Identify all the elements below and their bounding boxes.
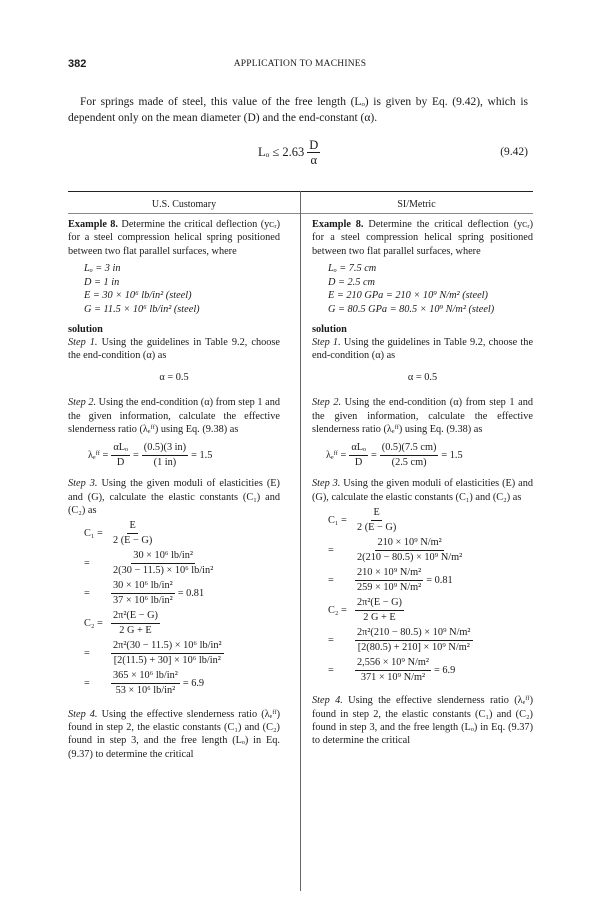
us-c2-result: = 6.9 [182,677,205,689]
si-c2-row3: = $\frac{\text{2,556 × 10⁹ N/m²}}{\text{371 × 10⁹ N/m²}}$ = 6.9 [328,656,456,683]
us-c1-lhs: C₁ = [84,527,103,539]
us-c1-f2-num: 30 × 10⁶ lb/in² [131,550,195,564]
si-step4-label: Step 4. [312,695,343,707]
si-c1-f2-den: 2(210 − 80.5) × 10⁹ N/m² [357,551,463,563]
us-example-statement [68,218,280,258]
us-c1-result: = 0.81 [177,587,205,599]
us-c2-row3: = $\frac{\text{365 × 10⁶ lb/in²}}{\text{53 × 10⁶ lb/in²}}$ = 6.9 [84,670,205,697]
si-given-item: G = 80.5 GPa = 80.5 × 10⁹ N/m² (steel) [328,304,495,315]
si-step2 [312,396,533,436]
us-step1-text: Using the guidelines in Table 9.2, choose the end-condition (α) as [68,337,280,362]
us-lambda-frac1 [111,442,130,469]
us-step4-label: Step 4. [68,708,98,720]
us-step2 [68,396,280,436]
intro-paragraph: For springs made of steel, this value of the free length (Lₒ) is given by Eq. (9.42), which is dependent only on the mean diameter (D) and the end-constant (α). [68,96,528,124]
us-lambda-equation: λₑᶠᶠ = $\frac{\text{αLₒ}}{D}$ = $\frac{(0.5)(3 in)}{(1 in)}$ = 1.5 [88,442,213,469]
equation-denominator: α [310,152,318,167]
equation-numerator: D [309,137,319,152]
us-given-list [84,262,280,316]
si-c2-result: = 6.9 [433,664,456,676]
us-example-text: Determine the critical deflection (yᴄᵣ) for a steel compression helical spring positioned between two flat parallel surfaces, where [68,219,281,257]
us-lambda-frac2 [142,442,188,469]
us-lambda-result: = 1.5 [191,450,213,462]
us-step2-label: Step 2. [68,397,97,409]
si-step1-text: Using the guidelines in Table 9.2, choose the end-condition (α) as [312,337,534,362]
si-step2-text: Using the end-condition (α) from step 1 and the given information, calculate the effective slenderness ratio (λₑᶠᶠ) using Eq. (9.38) as [312,397,533,436]
equation-lhs: Lₒ ≤ 2.63 [258,144,305,159]
page-number: 382 [68,58,87,70]
us-c1-f2-den: 2(30 − 11.5) × 10⁶ lb/in² [113,565,214,577]
us-step2-text: Using the end-condition (α) from step 1 and the given information, calculate the effective slenderness ratio (λₑᶠᶠ) using Eq. (9.38) as [68,397,280,436]
us-step1-label: Step 1. [68,337,98,348]
equation-number: (9.42) [500,146,528,158]
us-c2-f1-den: 2 G + E [119,625,152,637]
us-c1-f3-num: 30 × 10⁶ lb/in² [111,580,175,594]
us-c2-f2-num: 2π²(30 − 11.5) × 10⁶ lb/in² [111,640,224,654]
si-lambda-result: = 1.5 [441,450,463,462]
equation-9-42 [0,134,600,170]
si-lambda-frac1-num: αLₒ [349,442,368,456]
us-c1-f1-den: 2 (E − G) [113,535,153,547]
us-c2-row2: = $\frac{\text{2π²(30 − 11.5) × 10⁶ lb/in²}}{\text{[2(11.5) + 30] × 10⁶ lb/in²}}$ [84,640,222,667]
us-step4 [68,708,280,762]
si-lambda-frac2-den: (2.5 cm) [391,457,427,469]
si-solution-label: solution [312,323,347,335]
si-column [312,218,533,748]
si-c2-f2-den: [2(80.5) + 210] × 10⁹ N/m² [357,641,470,653]
si-constants-equations [328,506,533,684]
si-lambda-frac1 [349,442,368,469]
us-example-title: Example 8. [68,219,119,230]
us-c1-f3-den: 37 × 10⁶ lb/in² [113,595,173,607]
si-c1-f2-num: 210 × 10⁹ N/m² [375,537,443,551]
si-c2-lhs: C₂ = [328,604,347,616]
si-c1-row2: = $\frac{\text{210 × 10⁹ N/m²}}{\text{2(210 − 80.5) × 10⁹ N/m²}}$ [328,536,463,563]
si-c2-f3-num: 2,556 × 10⁹ N/m² [355,657,431,671]
us-alpha-value: α = 0.5 [159,371,189,383]
us-c2-row1 [84,610,280,638]
us-column-heading: U.S. Customary [151,199,217,210]
si-example-text: Determine the critical deflection (yᴄᵣ) for a steel compression helical spring positioned between two flat parallel surfaces, where [312,219,534,257]
us-given-item: E = 30 × 10⁶ lb/in² (steel) [84,290,192,302]
us-lambda-frac1-den: D [116,457,125,469]
us-lambda-frac2-den: (1 in) [153,457,177,469]
si-step4 [312,694,533,748]
us-c1-f1-num: E [127,520,137,534]
si-lambda-frac2-num: (0.5)(7.5 cm) [380,442,439,456]
si-c2-f1-num: 2π²(E − G) [355,597,404,611]
si-step4-text: Using the effective slenderness ratio (λₑᶠᶠ) found in step 2, the elastic constants (C₁) and (C₂) found in step 3, and the free length (Lₒ) in Eq. (9.37) to determine the critical [312,695,534,747]
si-lambda-lhs: λₑᶠᶠ = [326,450,347,462]
si-c2-f1-den: 2 G + E [363,611,396,623]
us-step3-label: Step 3. [68,478,98,490]
si-step3-text: Using the given moduli of elasticities (E) and (G), calculate the elastic constants (C₁) and (C₂) as [312,478,533,503]
si-lambda-equation: λₑᶠᶠ = $\frac{\text{αLₒ}}{D}$ = $\frac{(0.5)(7.5 cm)}{(2.5 cm)}$ = 1.5 [326,442,463,469]
us-given-item: D = 1 in [84,276,120,288]
us-given-item: Lₒ = 3 in [84,263,121,275]
equation-fraction [307,139,320,166]
si-given-item: E = 210 GPa = 210 × 10⁹ N/m² (steel) [328,290,488,302]
si-given-list [328,262,533,316]
page-header [0,58,600,74]
us-c1-row3: = $\frac{\text{30 × 10⁶ lb/in²}}{\text{37 × 10⁶ lb/in²}}$ = 0.81 [84,580,205,607]
si-given-item: D = 2.5 cm [328,276,375,288]
si-lambda-frac1-den: D [354,457,363,469]
si-example-title: Example 8. [312,219,364,230]
us-c2-f3-den: 53 × 10⁶ lb/in² [115,685,176,697]
si-step1 [312,336,533,363]
us-c1-row2: = $\frac{\text{30 × 10⁶ lb/in²}}{\text{2(30 − 11.5) × 10⁶ lb/in²}}$ [84,550,214,577]
us-step1 [68,336,280,363]
us-lambda-frac1-num: αLₒ [111,442,130,456]
us-c2-f1-num: 2π²(E − G) [111,610,160,624]
si-c2-row2: = $\frac{\text{2π²(210 − 80.5) × 10⁹ N/m²}}{\text{[2(80.5) + 210] × 10⁹ N/m²}}$ [328,626,471,653]
us-step4-text: Using the effective slenderness ratio (λₑᶠᶠ) found in step 2, the elastic constants (C₁) and (C₂) found in step 3, and the free length (Lₒ) in Eq. (9.37) to determine the critical [68,708,280,760]
us-given-item: G = 11.5 × 10⁶ lb/in² (steel) [84,304,200,315]
si-c1-row3: = $\frac{\text{210 × 10⁹ N/m²}}{\text{259 × 10⁹ N/m²}}$ = 0.81 [328,566,453,593]
si-lambda-frac2 [380,442,439,469]
si-step3-label: Step 3. [312,478,341,490]
si-example-statement [312,218,533,258]
si-c1-f1-den: 2 (E − G) [357,521,397,533]
us-c2-f2-den: [2(11.5) + 30] × 10⁶ lb/in² [113,655,221,667]
si-step3 [312,477,533,504]
si-given-item: Lₒ = 7.5 cm [328,263,377,275]
us-lambda-frac2-num: (0.5)(3 in) [142,442,188,456]
si-c2-f2-num: 2π²(210 − 80.5) × 10⁹ N/m² [355,627,473,641]
us-lambda-lhs: λₑᶠᶠ = [88,450,109,462]
us-constants-equations [84,520,280,698]
us-c2-f3-num: 365 × 10⁶ lb/in² [111,670,180,684]
us-solution-label: solution [68,323,103,335]
si-c1-lhs: C₁ = [328,514,347,526]
si-step1-label: Step 1. [312,337,341,348]
si-c2-row1 [328,596,533,624]
us-column [68,218,280,761]
si-c1-f3-num: 210 × 10⁹ N/m² [355,567,423,581]
us-c2-lhs: C₂ = [84,617,103,629]
si-c2-f3-den: 371 × 10⁹ N/m² [360,671,426,683]
us-step3-text: Using the given moduli of elasticities (E) and (G), calculate the elastic constants (C₁) and (C₂) as [68,478,280,517]
si-c1-row1 [328,506,533,534]
si-c1-result: = 0.81 [426,574,453,586]
column-divider [300,191,301,891]
si-alpha-value: α = 0.5 [407,371,438,383]
si-column-heading: SI/Metric [397,199,436,210]
si-c1-f3-den: 259 × 10⁹ N/m² [357,581,422,593]
us-c1-row1 [84,520,280,548]
si-step2-label: Step 2. [312,397,342,409]
us-step3 [68,477,280,517]
si-c1-f1-num: E [371,507,381,521]
running-head: APPLICATION TO MACHINES [233,59,367,69]
